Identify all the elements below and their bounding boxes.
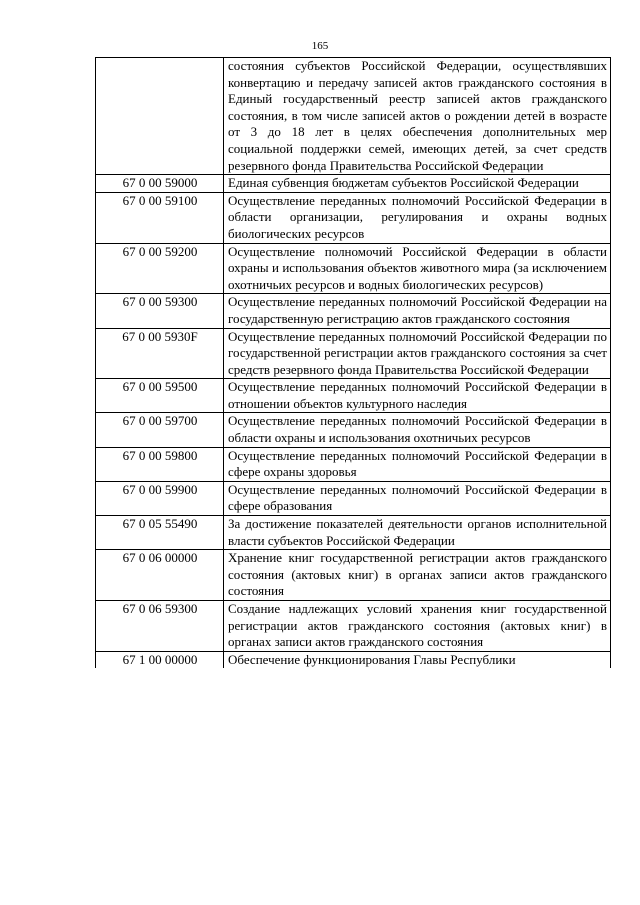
row-code: 67 0 00 59100 [96,192,224,243]
table-row [96,550,611,601]
row-code: 67 0 06 59300 [96,601,224,652]
row-description: Осуществление переданных полномочий Российской Федерации в отношении объектов культурного наследия [224,379,611,413]
table-row [96,379,611,413]
row-description: Осуществление полномочий Российской Федерации в области охраны и использования объектов животного мира (за исключением охотничьих ресурсов и водных биологических ресурсов) [224,243,611,294]
table-row [96,651,611,668]
row-description: Обеспечение функционирования Главы Республики [224,651,611,668]
table-row [96,294,611,328]
row-description: Осуществление переданных полномочий Российской Федерации на государственную регистрацию актов гражданского состояния [224,294,611,328]
row-code: 67 0 00 59300 [96,294,224,328]
row-code: 67 0 00 59900 [96,481,224,515]
row-code: 67 0 00 5930F [96,328,224,379]
row-description: За достижение показателей деятельности органов исполнительной власти субъектов Российской Федерации [224,516,611,550]
row-description: Осуществление переданных полномочий Российской Федерации в области охраны и использования охотничьих ресурсов [224,413,611,447]
row-description: Хранение книг государственной регистрации актов гражданского состояния (актовых книг) в органах записи актов гражданского состояния [224,550,611,601]
table-row [96,481,611,515]
row-code: 67 0 00 59800 [96,447,224,481]
row-description: Создание надлежащих условий хранения книг государственной регистрации актов гражданского состояния (актовых книг) в органах записи актов гражданского состояния [224,601,611,652]
row-code: 67 0 06 00000 [96,550,224,601]
row-description: Осуществление переданных полномочий Российской Федерации в области организации, регулирования и охраны водных биологических ресурсов [224,192,611,243]
budget-codes-table [95,57,611,668]
table-row [96,58,611,175]
page-number: 165 [311,40,329,52]
table-row [96,447,611,481]
row-code: 67 0 00 59500 [96,379,224,413]
row-code: 67 1 00 00000 [96,651,224,668]
table-row [96,601,611,652]
row-code [96,58,224,175]
row-code: 67 0 00 59000 [96,175,224,193]
table-row [96,192,611,243]
row-description: Осуществление переданных полномочий Российской Федерации в сфере образования [224,481,611,515]
row-code: 67 0 05 55490 [96,516,224,550]
row-description: состояния субъектов Российской Федерации, осуществлявших конвертацию и передачу записей актов гражданского состояния в Единый государственный реестр записей актов гражданского состояния, в том числе записей актов о рождении детей в возрасте от 3 до 18 лет в целях обеспечения дополнительных мер социальной поддержки семей, имеющих детей, за счет средств резервного фонда Правительства Российской Федерации [224,58,611,175]
row-description: Единая субвенция бюджетам субъектов Российской Федерации [224,175,611,193]
row-description: Осуществление переданных полномочий Российской Федерации в сфере охраны здоровья [224,447,611,481]
table-row [96,243,611,294]
table-row [96,516,611,550]
table-row [96,413,611,447]
table-row [96,175,611,193]
row-code: 67 0 00 59200 [96,243,224,294]
row-code: 67 0 00 59700 [96,413,224,447]
row-description: Осуществление переданных полномочий Российской Федерации по государственной регистрации актов гражданского состояния за счет средств резервного фонда Правительства Российской Федерации [224,328,611,379]
table-row [96,328,611,379]
